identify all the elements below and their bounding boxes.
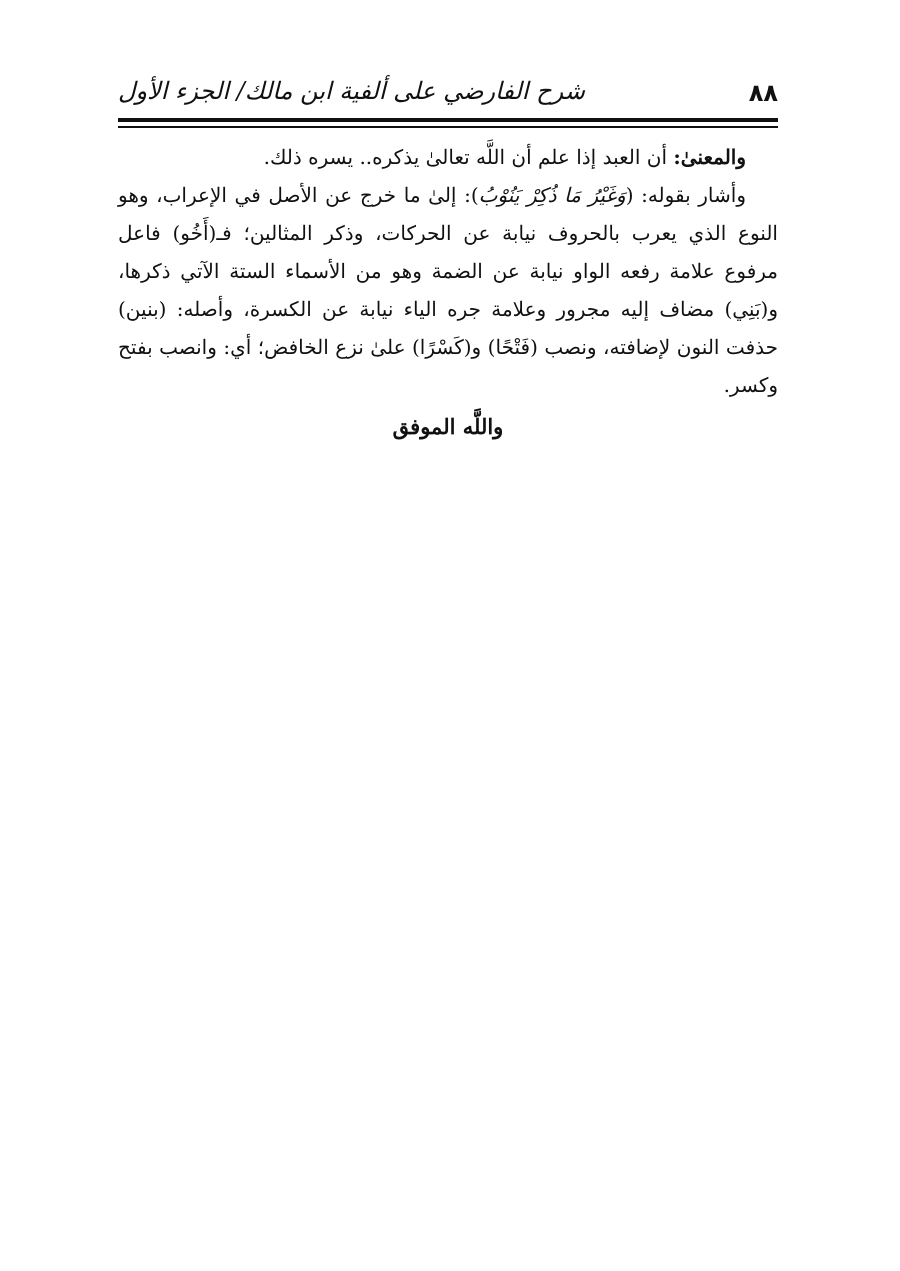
header-rule-thin	[118, 126, 778, 128]
paragraph-commentary	[118, 176, 778, 404]
main-text	[118, 138, 778, 446]
running-header	[118, 72, 778, 114]
paragraph-rest: ): إلىٰ ما خرج عن الأصل في الإعراب، وهو النوع الذي يعرب بالحروف نيابة عن الحركات، وذكر المثالين؛ فـ(أَخُو) فاعل مرفوع علامة رفعه الواو نيابة عن الضمة وهو من الأسماء الستة الآتي ذكرها، و(بَنِي) مضاف إليه مجرور وعلامة جره الياء نيابة عن الكسرة، وأصله: (بنين) حذفت النون لإضافته، ونصب (فَتْحًا) و(كَسْرًا) علىٰ نزع الخافض؛ أي: وانصب بفتح وكسر.	[118, 183, 778, 397]
paragraph-intro: وأشار بقوله: (	[625, 183, 747, 207]
header-rule-thick	[118, 118, 778, 122]
paragraph-text: أن العبد إذا علم أن اللَّه تعالىٰ يذكره.. يسره ذلك.	[263, 145, 674, 169]
page-number: ٨٨	[748, 79, 778, 107]
paragraph-meaning	[118, 138, 778, 176]
verse-quote: وَغَيْرُ مَا ذُكِرْ يَنُوْبُ	[478, 183, 626, 207]
header-title: شرح الفارضي على ألفية ابن مالك/ الجزء الأول	[118, 77, 585, 105]
paragraph-lead: والمعنىٰ:	[673, 145, 746, 169]
closing-formula: واللَّه الموفق	[392, 414, 504, 439]
